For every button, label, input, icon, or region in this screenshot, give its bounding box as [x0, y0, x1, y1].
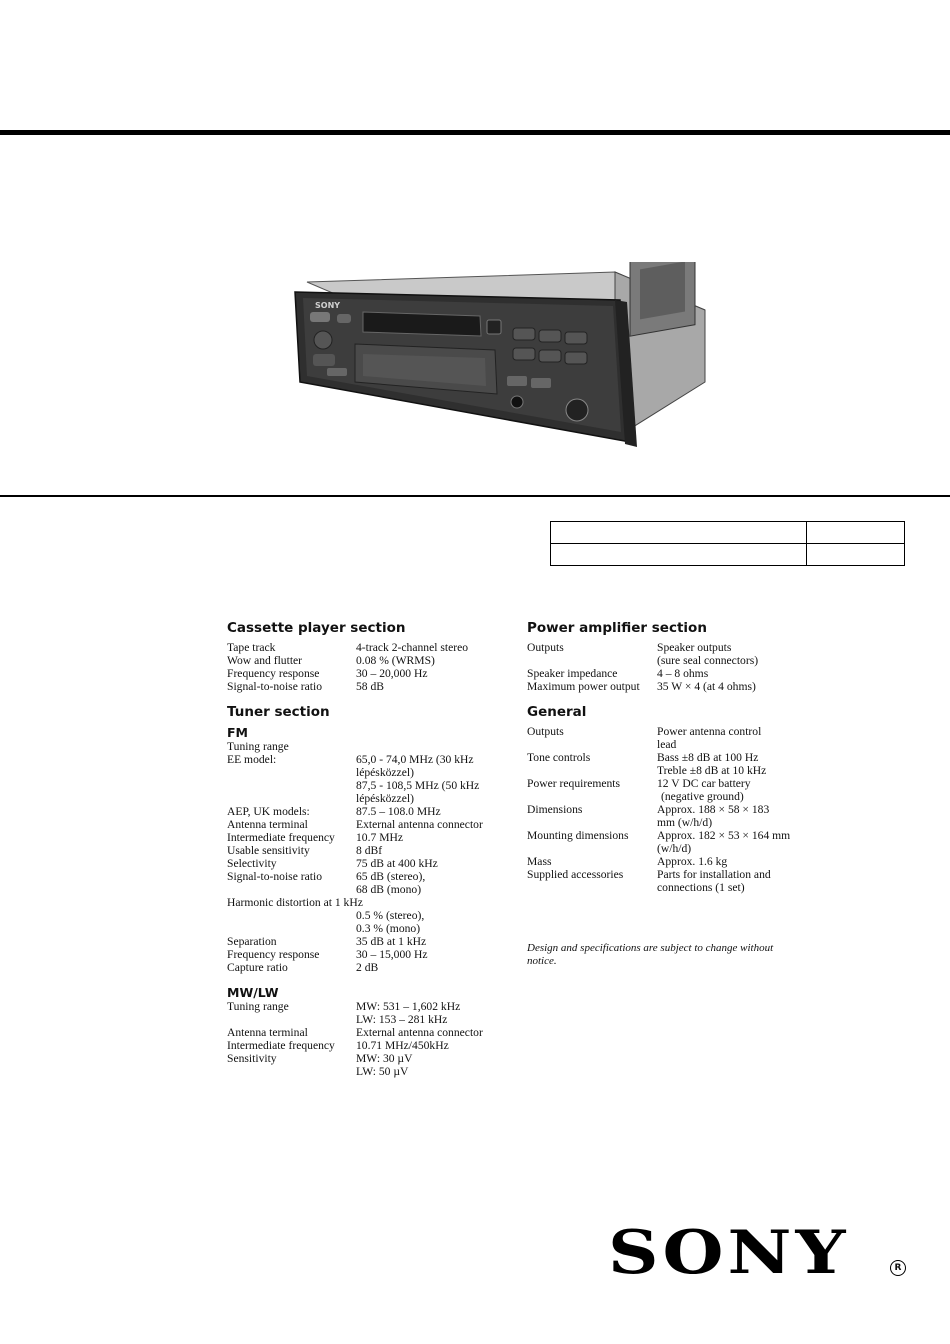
- spec-row: [227, 1000, 507, 1013]
- spec-key: AEP, UK models:: [227, 805, 310, 818]
- spec-key: Mass: [527, 855, 552, 868]
- spec-key: Tape track: [227, 641, 276, 654]
- spec-value: Speaker outputs: [657, 641, 732, 654]
- spec-value: MW: 30 µV: [356, 1052, 413, 1065]
- spec-value: 30 – 15,000 Hz: [356, 948, 428, 961]
- spec-row: [527, 881, 807, 894]
- cassette-section-title: Cassette player section: [227, 620, 406, 636]
- spec-row: [527, 777, 807, 790]
- spec-key: Dimensions: [527, 803, 583, 816]
- table-cell: [551, 544, 807, 566]
- spec-row: [527, 868, 807, 881]
- spec-row: [527, 803, 807, 816]
- spec-key: Power requirements: [527, 777, 621, 790]
- spec-key: Frequency response: [227, 948, 320, 961]
- spec-row: [527, 842, 807, 855]
- sony-logo: SONY: [608, 1216, 850, 1288]
- spec-value: 0.3 % (mono): [356, 922, 421, 935]
- spec-value: Bass ±8 dB at 100 Hz: [657, 751, 759, 764]
- spec-row: [227, 1052, 507, 1065]
- spec-row: [227, 883, 507, 896]
- spec-key: Signal-to-noise ratio: [227, 680, 322, 693]
- spec-key: Selectivity: [227, 857, 277, 870]
- spec-row: [227, 740, 507, 753]
- spec-key: Antenna terminal: [227, 818, 308, 831]
- spec-value: 12 V DC car battery: [657, 777, 751, 790]
- spec-value: 0.5 % (stereo),: [356, 909, 425, 922]
- spec-key: Separation: [227, 935, 277, 948]
- spec-key: Signal-to-noise ratio: [227, 870, 322, 883]
- spec-value: 68 dB (mono): [356, 883, 422, 896]
- spec-value: 0.08 % (WRMS): [356, 654, 435, 667]
- spec-value: mm (w/h/d): [657, 816, 713, 829]
- spec-key: Frequency response: [227, 667, 320, 680]
- spec-row: [227, 667, 507, 680]
- mwlw-subtitle: MW/LW: [227, 985, 279, 1000]
- spec-value: 35 W × 4 (at 4 ohms): [657, 680, 756, 693]
- spec-row: [227, 831, 507, 844]
- spec-key: Tuning range: [227, 1000, 289, 1013]
- spec-row: [227, 922, 507, 935]
- spec-row: [527, 816, 807, 829]
- spec-key: Wow and flutter: [227, 654, 303, 667]
- spec-value: Power antenna control: [657, 725, 762, 738]
- spec-row: [227, 1039, 507, 1052]
- mid-rule: [0, 495, 950, 497]
- spec-row: [227, 909, 507, 922]
- table-cell: [807, 544, 905, 566]
- spec-value: Approx. 1.6 kg: [657, 855, 728, 868]
- spec-row: [227, 1065, 507, 1078]
- spec-row: [527, 680, 807, 693]
- spec-key: Sensitivity: [227, 1052, 277, 1065]
- spec-row: [227, 1026, 507, 1039]
- spec-value: 58 dB: [356, 680, 385, 693]
- spec-key: Capture ratio: [227, 961, 288, 974]
- spec-value: MW: 531 – 1,602 kHz: [356, 1000, 461, 1013]
- spec-key: Supplied accessories: [527, 868, 624, 881]
- spec-row: [227, 779, 507, 805]
- spec-column-left: [227, 620, 507, 1078]
- spec-column-right: [527, 620, 807, 968]
- spec-row: [227, 1013, 507, 1026]
- table-cell: [551, 522, 807, 544]
- spec-row: [527, 751, 807, 764]
- table-row: [551, 522, 905, 544]
- spec-value: 10.7 MHz: [356, 831, 404, 844]
- spec-key: Harmonic distortion at 1 kHz: [227, 896, 363, 909]
- tuner-section-title: Tuner section: [227, 704, 330, 720]
- spec-value: LW: 153 – 281 kHz: [356, 1013, 448, 1026]
- spec-value: (w/h/d): [657, 842, 692, 855]
- spec-value: (sure seal connectors): [657, 654, 759, 667]
- table-row: [551, 544, 905, 566]
- spec-row: [527, 738, 807, 751]
- spec-row: [527, 855, 807, 868]
- spec-key: Tuning range: [227, 740, 289, 753]
- spec-value: (negative ground): [661, 790, 744, 803]
- spec-row: [227, 844, 507, 857]
- spec-row: [227, 935, 507, 948]
- spec-row: [527, 790, 807, 803]
- spec-key: Outputs: [527, 725, 564, 738]
- product-photo: [285, 262, 715, 462]
- spec-row: [227, 641, 507, 654]
- info-table: [550, 521, 905, 566]
- spec-key: Tone controls: [527, 751, 591, 764]
- spec-row: [527, 641, 807, 654]
- spec-row: [227, 680, 507, 693]
- spec-value: 75 dB at 400 kHz: [356, 857, 438, 870]
- spec-value: 65 dB (stereo),: [356, 870, 426, 883]
- spec-row: [227, 857, 507, 870]
- spec-key: Usable sensitivity: [227, 844, 310, 857]
- spec-row: [227, 805, 507, 818]
- spec-key: Speaker impedance: [527, 667, 618, 680]
- spec-key: Intermediate frequency: [227, 831, 335, 844]
- spec-value: 8 dBf: [356, 844, 383, 857]
- spec-row: [227, 948, 507, 961]
- fm-subtitle: FM: [227, 725, 248, 740]
- spec-row: [527, 829, 807, 842]
- spec-value: connections (1 set): [657, 881, 745, 894]
- spec-value: 4-track 2-channel stereo: [356, 641, 469, 654]
- spec-value: 4 – 8 ohms: [657, 667, 709, 680]
- general-section-title: General: [527, 704, 587, 720]
- spec-value: 87.5 – 108.0 MHz: [356, 805, 441, 818]
- spec-value: Treble ±8 dB at 10 kHz: [657, 764, 767, 777]
- spec-row: [227, 870, 507, 883]
- registered-mark-icon: R: [890, 1260, 906, 1276]
- spec-row: [227, 818, 507, 831]
- spec-row: [227, 961, 507, 974]
- spec-row: [527, 764, 807, 777]
- spec-value: LW: 50 µV: [356, 1065, 409, 1078]
- spec-value: 65,0 - 74,0 MHz (30 kHz lépésközzel): [356, 753, 474, 779]
- spec-row: [527, 725, 807, 738]
- spec-value: 35 dB at 1 kHz: [356, 935, 427, 948]
- power-section-title: Power amplifier section: [527, 620, 707, 636]
- spec-row: [527, 654, 807, 667]
- spec-value: Approx. 182 × 53 × 164 mm: [657, 829, 791, 842]
- spec-row: [227, 753, 507, 779]
- spec-value: Parts for installation and: [657, 868, 771, 881]
- spec-value: lead: [657, 738, 677, 751]
- spec-value: 10.71 MHz/450kHz: [356, 1039, 449, 1052]
- spec-key: Outputs: [527, 641, 564, 654]
- spec-key: Antenna terminal: [227, 1026, 308, 1039]
- spec-value: External antenna connector: [356, 818, 483, 831]
- spec-value: External antenna connector: [356, 1026, 483, 1039]
- spec-value: 30 – 20,000 Hz: [356, 667, 428, 680]
- table-cell: [807, 522, 905, 544]
- photo-brand: SONY: [315, 301, 341, 310]
- spec-key: Intermediate frequency: [227, 1039, 335, 1052]
- spec-value: Approx. 188 × 58 × 183: [657, 803, 770, 816]
- spec-key: Mounting dimensions: [527, 829, 629, 842]
- spec-row: [227, 654, 507, 667]
- spec-key: EE model:: [227, 753, 277, 766]
- spec-row: [527, 667, 807, 680]
- spec-note: Design and specifications are subject to change without notice.: [527, 942, 774, 967]
- top-rule: [0, 130, 950, 135]
- spec-row: [227, 896, 507, 909]
- spec-value: 87,5 - 108,5 MHz (50 kHz lépésközzel): [356, 779, 480, 805]
- spec-key: Maximum power output: [527, 680, 640, 693]
- spec-value: 2 dB: [356, 961, 379, 974]
